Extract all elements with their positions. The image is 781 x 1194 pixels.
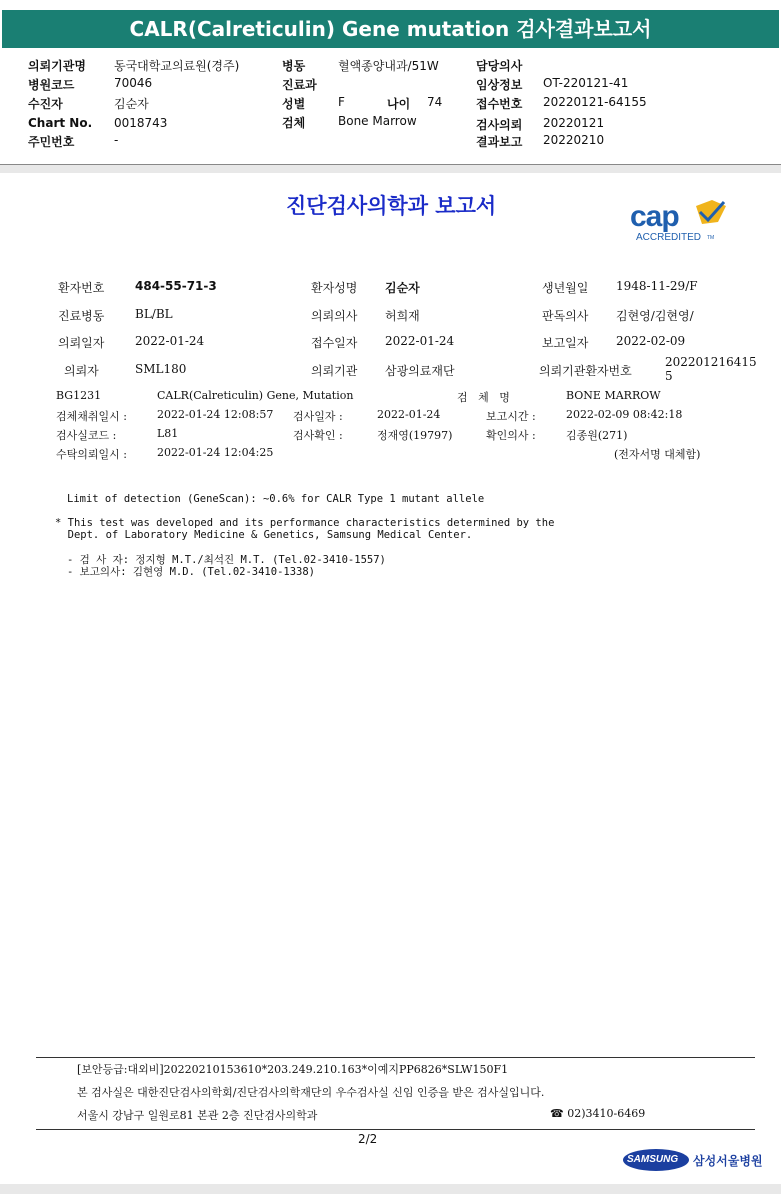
patient-value: 2022-01-24 <box>385 334 455 348</box>
specimen-value: BONE MARROW <box>566 389 661 402</box>
header-divider-band <box>0 165 781 173</box>
header-value: - <box>114 133 119 147</box>
header-value: 74 <box>427 95 443 109</box>
consign-time-label: 수탁의뢰일시 : <box>56 448 127 461</box>
patient-value: SML180 <box>135 362 187 376</box>
samsung-logo-text: SAMSUNG <box>627 1154 679 1165</box>
header-value: OT-220121-41 <box>543 76 629 90</box>
patient-label: 의뢰의사 <box>311 309 358 323</box>
header-label: 검사의뢰 <box>476 118 523 132</box>
department-address: 서울시 강남구 일원로81 본관 2층 진단검사의학과 <box>77 1109 318 1122</box>
patient-label: 의뢰기관 <box>311 364 358 378</box>
patient-label: 의뢰일자 <box>58 336 105 350</box>
test-date-value: 2022-01-24 <box>377 408 441 421</box>
report-time-value: 2022-02-09 08:42:18 <box>566 408 683 421</box>
patient-number: 484-55-71-3 <box>135 279 217 293</box>
department-phone: ☎ 02)3410-6469 <box>550 1107 646 1120</box>
header-label: 접수번호 <box>476 97 523 111</box>
header-label: 나이 <box>387 97 411 111</box>
confirm-doctor-label: 확인의사 : <box>486 429 536 442</box>
cap-logo-tm: TM <box>707 235 715 241</box>
confirm-doctor-value: 김종원(271) <box>566 429 628 442</box>
header-label: 담당의사 <box>476 59 523 73</box>
patient-label: 진료병동 <box>58 309 105 323</box>
document-banner-title: CALR(Calreticulin) Gene mutation 검사결과보고서 <box>2 10 779 48</box>
header-label: 임상정보 <box>476 78 523 92</box>
header-value: 0018743 <box>114 116 168 130</box>
header-label: 병원코드 <box>28 78 75 92</box>
header-label: 진료과 <box>282 78 317 92</box>
patient-label: 판독의사 <box>542 309 589 323</box>
reporter-info: - 보고의사: 김현영 M.D. (Tel.02-3410-1338) <box>67 566 316 578</box>
test-code: BG1231 <box>56 389 102 402</box>
header-label: 병동 <box>282 59 306 73</box>
header-label: 검체 <box>282 116 306 130</box>
patient-name: 김순자 <box>385 281 420 295</box>
header-label: Chart No. <box>28 116 93 130</box>
security-line: [보안등급:대외비]20220210153610*203.249.210.163*이예지PP6826*SLW150F1 <box>77 1063 509 1076</box>
patient-value: 김현영/김현영/ <box>616 309 694 323</box>
patient-value: 허희재 <box>385 309 420 323</box>
report-time-label: 보고시간 : <box>486 410 536 423</box>
patient-label: 환자번호 <box>58 281 105 295</box>
certification-text: 본 검사실은 대한진단검사의학회/진단검사의학재단의 우수검사실 신임 인증을 받은 검사실입니다. <box>77 1086 545 1099</box>
header-label: 주민번호 <box>28 135 75 149</box>
patient-value: 삼광의료재단 <box>385 364 455 378</box>
patient-value: 202201216415 <box>665 355 757 369</box>
tester-info: - 검 사 자: 정지형 M.T./최석진 M.T. (Tel.02-3410-1557) <box>67 554 386 566</box>
collect-time-label: 검체채취일시 : <box>56 410 127 423</box>
patient-label: 의뢰기관환자번호 <box>539 364 632 378</box>
header-label: 수진자 <box>28 97 63 111</box>
header-value: 20220121-64155 <box>543 95 647 109</box>
development-note-line1: * This test was developed and its performance characteristics determined by the <box>55 517 555 529</box>
patient-label: 보고일자 <box>542 336 589 350</box>
patient-value: 2022-01-24 <box>135 334 205 348</box>
patient-label: 생년월일 <box>542 281 589 295</box>
test-date-label: 검사일자 : <box>293 410 343 423</box>
specimen-label: 검 체 명 <box>457 391 510 404</box>
footer-top-rule <box>36 1057 755 1058</box>
lab-code-value: L81 <box>157 427 179 440</box>
test-confirm-value: 정재영(19797) <box>377 429 453 442</box>
footer-bottom-rule <box>36 1129 755 1130</box>
bottom-divider-band <box>0 1184 781 1194</box>
header-label: 의뢰기관명 <box>28 59 86 73</box>
development-note-line2: Dept. of Laboratory Medicine & Genetics, Samsung Medical Center. <box>55 529 473 541</box>
header-value: 동국대학교의료원(경주) <box>114 59 240 73</box>
header-label: 결과보고 <box>476 135 523 149</box>
header-value: 김순자 <box>114 97 149 111</box>
header-value: Bone Marrow <box>338 114 417 128</box>
lab-code-label: 검사실코드 : <box>56 429 117 442</box>
collect-time-value: 2022-01-24 12:08:57 <box>157 408 274 421</box>
patient-label: 의뢰자 <box>64 364 99 378</box>
patient-value-continued: 5 <box>665 369 673 383</box>
detection-limit-note: Limit of detection (GeneScan): ~0.6% for CALR Type 1 mutant allele <box>67 493 485 505</box>
patient-label: 접수일자 <box>311 336 358 350</box>
patient-value: 1948-11-29/F <box>616 279 698 293</box>
header-value: 혈액종양내과/51W <box>338 59 439 73</box>
page-number: 2/2 <box>358 1132 378 1146</box>
header-label: 성별 <box>282 97 306 111</box>
cap-logo-text: cap <box>630 200 679 233</box>
cap-logo-subtext: ACCREDITED <box>636 232 702 243</box>
samsung-logo <box>623 1149 689 1171</box>
header-value: 20220210 <box>543 133 605 147</box>
test-confirm-label: 검사확인 : <box>293 429 343 442</box>
header-value: 20220121 <box>543 116 605 130</box>
consign-time-value: 2022-01-24 12:04:25 <box>157 446 274 459</box>
patient-value: 2022-02-09 <box>616 334 686 348</box>
cap-accredited-logo <box>628 196 728 246</box>
report-title: 진단검사의학과 보고서 <box>286 194 497 218</box>
header-value: F <box>338 95 345 109</box>
test-name: CALR(Calreticulin) Gene, Mutation <box>157 389 354 402</box>
header-value: 70046 <box>114 76 153 90</box>
hospital-name: 삼성서울병원 <box>693 1154 763 1168</box>
patient-label: 환자성명 <box>311 281 358 295</box>
patient-value: BL/BL <box>135 307 173 321</box>
esign-note: (전자서명 대체함) <box>614 448 701 461</box>
